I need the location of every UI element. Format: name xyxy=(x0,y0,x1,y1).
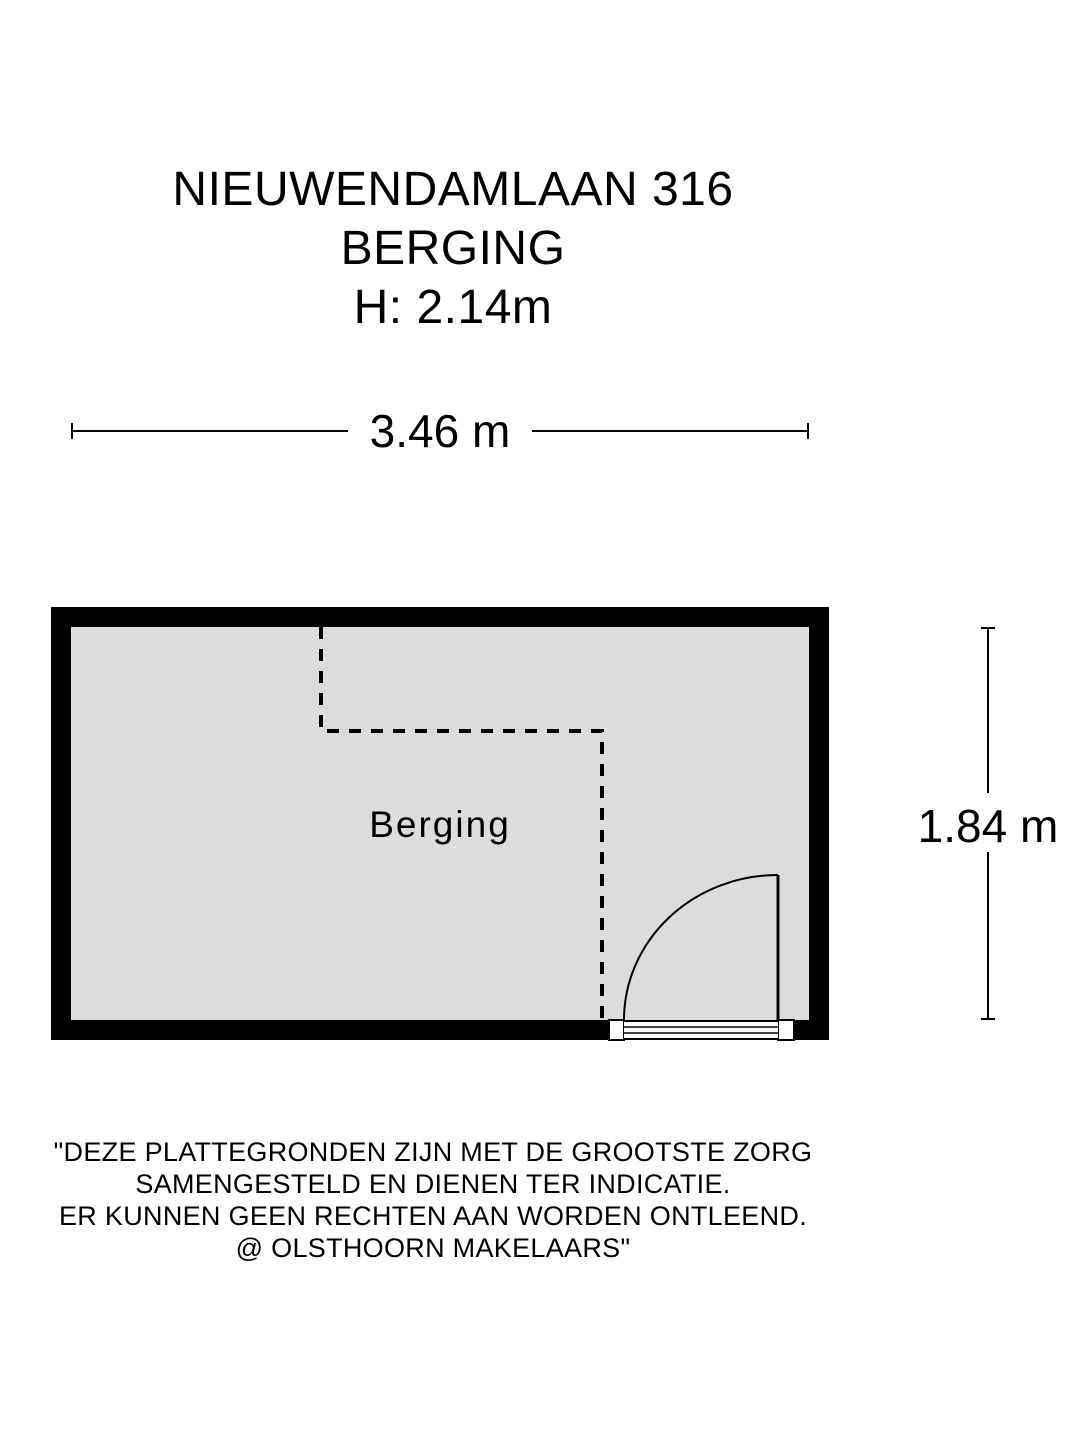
disclaimer-line: "DEZE PLATTEGRONDEN ZIJN MET DE GROOTSTE ZORG xyxy=(53,1137,813,1167)
room-label-berging: Berging xyxy=(369,804,511,845)
wall-left xyxy=(51,607,71,1040)
depth-dimension xyxy=(918,628,1059,1019)
wall-bottom-right xyxy=(794,1020,829,1040)
door-jamb-left xyxy=(609,1020,624,1040)
door-sill xyxy=(624,1020,778,1040)
disclaimer-line: SAMENGESTELD EN DIENEN TER INDICATIE. xyxy=(135,1169,731,1199)
disclaimer-line: ER KUNNEN GEEN RECHTEN AAN WORDEN ONTLEEND. xyxy=(59,1201,807,1231)
door-threshold xyxy=(609,1020,794,1040)
width-dimension-label: 3.46 m xyxy=(369,405,511,457)
width-dimension xyxy=(72,405,808,457)
wall-bottom-left xyxy=(51,1020,609,1040)
depth-dimension-label: 1.84 m xyxy=(917,800,1059,852)
wall-right xyxy=(809,607,829,1040)
door-jamb-right xyxy=(778,1020,794,1040)
disclaimer-line: @ OLSTHOORN MAKELAARS" xyxy=(235,1233,631,1263)
ceiling-height: H: 2.14m xyxy=(353,281,553,334)
room-title: BERGING xyxy=(340,222,566,275)
wall-top xyxy=(51,607,829,627)
disclaimer xyxy=(0,1136,866,1264)
address-title: NIEUWENDAMLAAN 316 xyxy=(172,163,734,216)
